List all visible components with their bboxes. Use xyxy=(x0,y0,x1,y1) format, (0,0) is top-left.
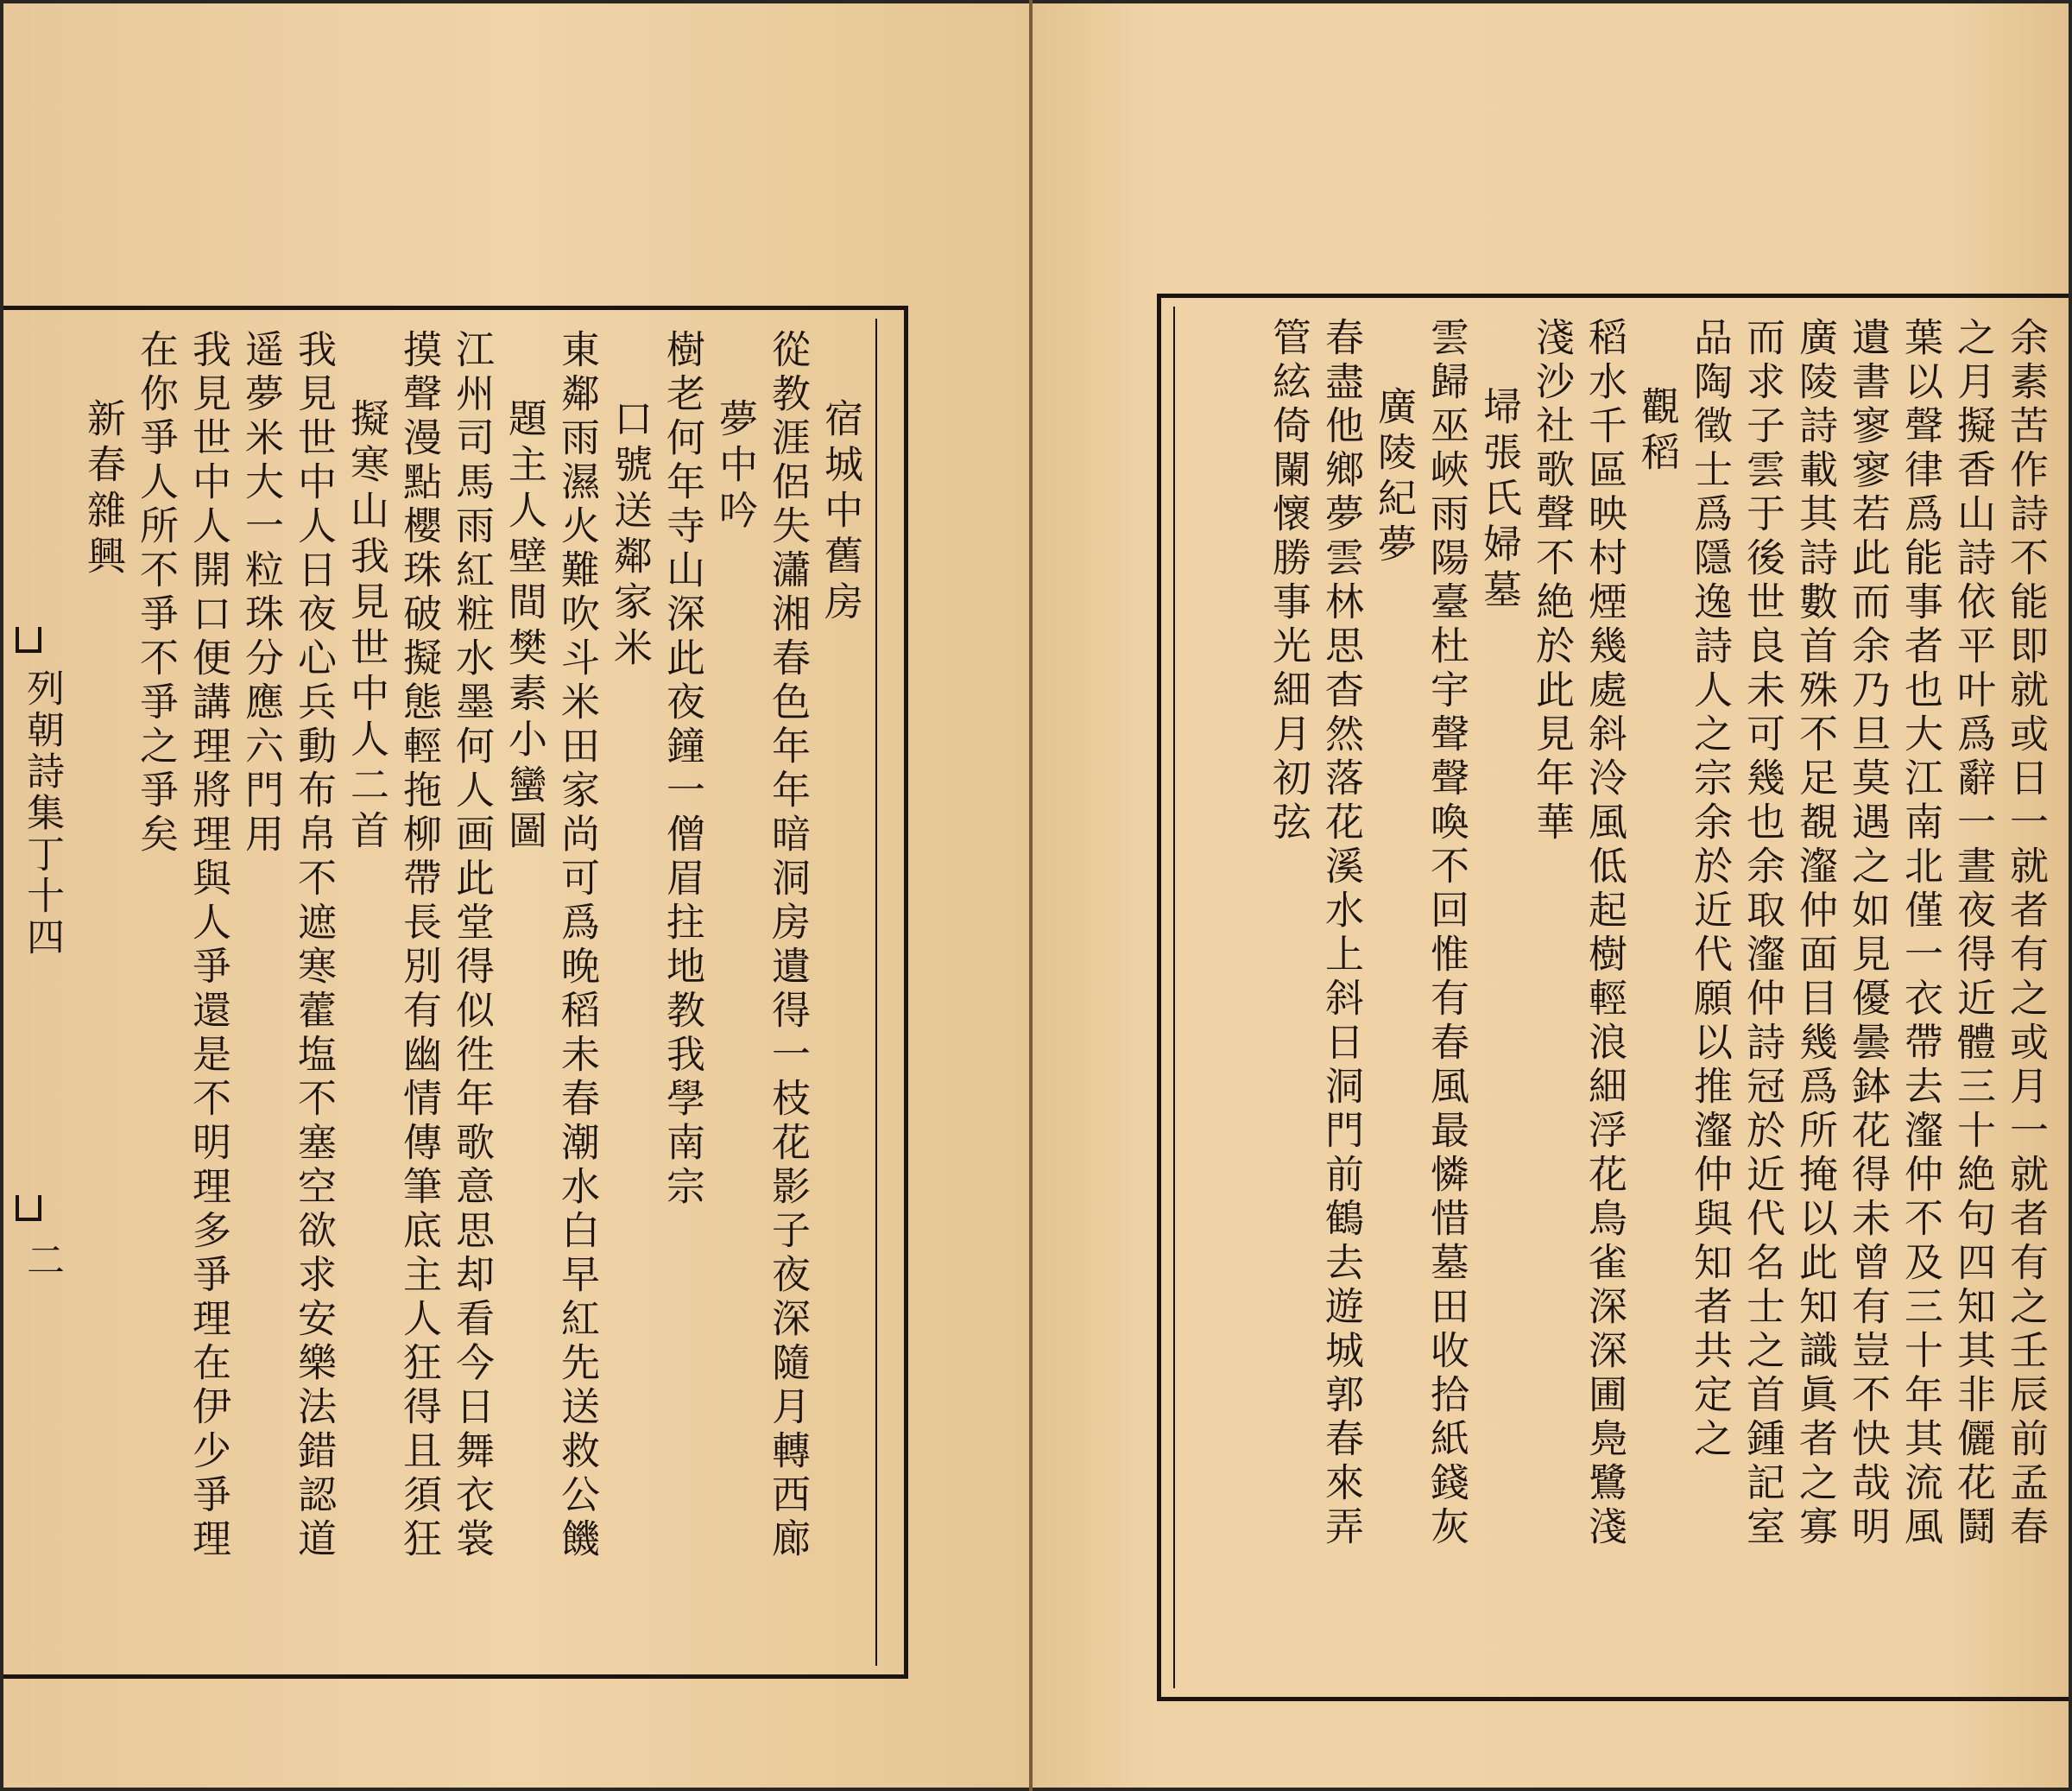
text-column: 口號送鄰家米 xyxy=(607,398,653,673)
text-column: 我見世中人開口便講理將理與人爭還是不明理多爭理在伊少爭理 xyxy=(186,329,231,1562)
text-column: 我見世中人日夜心兵動布帛不遮寒藿塩不塞空欲求安樂法錯認道 xyxy=(291,329,337,1562)
text-column: 樹老何年寺山深此夜鐘一僧眉拄地教我學南宗 xyxy=(660,329,705,1210)
left-text-frame xyxy=(3,306,908,1679)
text-column: 東鄰雨濕火難吹斗米田家尚可爲晚稻未春潮水白早紅先送救公饑 xyxy=(554,329,600,1562)
text-column: 題主人壁間樊素小蠻圖 xyxy=(502,398,547,856)
right-text-frame xyxy=(1157,294,2069,1701)
text-column: 廣陵紀夢 xyxy=(1371,386,1417,569)
text-column: 宿城中舊房 xyxy=(818,398,863,627)
left-page xyxy=(3,3,1031,1788)
text-column: 余素苦作詩不能即就或日一就者有之或月一就者有之壬辰前孟春 xyxy=(2003,317,2049,1550)
text-column: 埽張氏婦墓 xyxy=(1476,386,1522,615)
text-column: 從教涯侶失瀟湘春色年年暗洞房遺得一枝花影子夜深隨月轉西廊 xyxy=(765,329,811,1562)
text-column: 稻水千區映村煙幾處斜泠風低起樹輕浪細浮花鳥雀深深圃鳧鷺淺 xyxy=(1582,317,1627,1550)
text-column: 春盡他鄉夢雲林思杳然落花溪水上斜日洞門前鶴去遊城郭春來弄 xyxy=(1318,317,1364,1550)
text-column: 淺沙社歌聲不絶於此見年華 xyxy=(1529,317,1575,845)
text-column: 管絃倚闌懷勝事光細月初弦 xyxy=(1266,317,1311,845)
left-frame-rule xyxy=(875,319,877,1666)
text-column: 擬寒山我見世中人二首 xyxy=(344,398,389,856)
text-column: 摸聲漫點櫻珠破擬態輕拖柳帶長別有幽情傳筆底主人狂得且須狂 xyxy=(396,329,442,1562)
left-margin-page: 二 xyxy=(20,1240,64,1282)
text-column: 廣陵詩載其詩數首殊不足覩瀣仲面目幾爲所掩以此知識眞者之寡 xyxy=(1792,317,1838,1550)
text-column: 在你爭人所不爭不爭之爭矣 xyxy=(133,329,179,858)
left-margin-title: 列朝詩集丁十四 xyxy=(20,668,64,959)
text-column: 葉以聲律爲能事者也大江南北僅一衣帶去瀣仲不及三十年其流風 xyxy=(1898,317,1943,1550)
text-column: 江州司馬雨紅粧水墨何人画此堂得似徃年歌意思却看今日舞衣裳 xyxy=(449,329,495,1562)
text-column: 遥夢米大一粒珠分應六門用 xyxy=(238,329,284,858)
text-column: 新春雜興 xyxy=(80,398,126,581)
text-column: 雲歸巫峽雨陽臺杜宇聲聲喚不回惟有春風最憐惜墓田收拾紙錢灰 xyxy=(1424,317,1469,1550)
text-column: 品陶徵士爲隱逸詩人之宗余於近代願以推瀣仲與知者共定之 xyxy=(1687,317,1733,1462)
text-column: 而求子雲于後世良未可幾也余取瀣仲詩冠於近代名士之首鍾記室 xyxy=(1740,317,1785,1550)
text-column: 遺書寥寥若此而余乃旦莫遇之如見優曇鉢花得未曾有豈不快哉明 xyxy=(1845,317,1891,1550)
text-column: 之月擬香山詩依平叶爲辭一晝夜得近體三十絶句四知其非儷花鬪 xyxy=(1950,317,1996,1550)
right-frame-rule xyxy=(1173,307,1175,1688)
text-column: 觀稻 xyxy=(1634,386,1680,478)
text-column: 夢中吟 xyxy=(712,398,758,535)
right-page xyxy=(1033,3,2069,1788)
